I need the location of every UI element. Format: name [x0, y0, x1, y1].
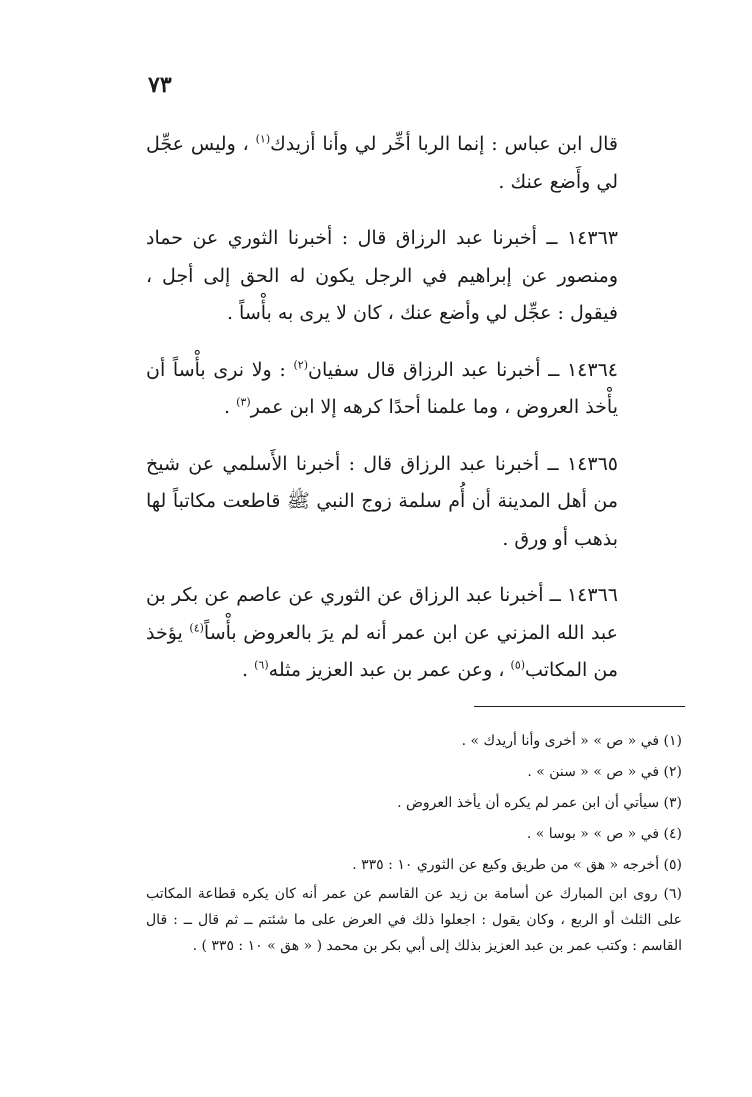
main-text: [146, 126, 618, 709]
footnote-2: (٢) في « ص » « سنن » .: [527, 764, 682, 780]
paragraph-text: ١٤٣٦٤ ــ أخبرنا عبد الرزاق قال سفيان: [307, 358, 618, 381]
footnote-ref: (٣): [236, 395, 251, 409]
footnote-ref: (٦): [254, 658, 269, 672]
paragraph-1: [146, 126, 618, 201]
footnote-1: (١) في « ص » « أخرى وأنا أريدك » .: [461, 733, 682, 749]
paragraph-14365: [146, 446, 618, 559]
paragraph-14363: [146, 220, 618, 333]
footnote-5: (٥) أخرجه « هق » من طريق وكيع عن الثوري ١٠ : ٣٣٥ .: [352, 857, 682, 873]
paragraph-text: .: [224, 396, 237, 418]
paragraph-14366: [146, 577, 618, 690]
footnote-4: (٤) في « ص » « بوسا » .: [526, 826, 682, 842]
footnote-divider: [474, 706, 685, 707]
paragraph-text: : ولا نرى بأْساً أن يأْخذ العروض ، وما علمنا أحدًا كرهه إلا ابن عمر: [146, 358, 618, 418]
paragraph-14364: [146, 352, 618, 427]
paragraph-text: ١٤٣٦٥ ــ أخبرنا عبد الرزاق قال : أخبرنا الأَسلمي عن شيخ من أهل المدينة أن أُم سلمة زوج النبي ﷺ قاطعت مكاتباً لها بذهب أو ورق .: [146, 452, 618, 550]
footnote-ref: (٤): [189, 621, 204, 635]
paragraph-text: يؤخذ من المكاتب: [146, 621, 618, 681]
paragraph-text: ، وعن عمر بن عبد العزيز مثله: [268, 659, 511, 681]
paragraph-text: ١٤٣٦٣ ــ أخبرنا عبد الرزاق قال : أخبرنا الثوري عن حماد ومنصور عن إبراهيم في الرجل يكون له الحق إلى أجل ، فيقول : عجِّل لي وأضع عنك ، كان لا يرى به بأْساً .: [146, 227, 618, 324]
paragraph-text: .: [242, 659, 255, 681]
paragraph-text: ، وليس عجِّل لي وأَضع عنك .: [146, 133, 618, 193]
paragraph-text: قال ابن عباس : إنما الربا أخِّر لي وأنا أزيدك: [270, 133, 618, 155]
footnote-ref: (٢): [293, 358, 308, 372]
footnote-ref: (١): [255, 132, 271, 146]
paragraph-text: ١٤٣٦٦ ــ أخبرنا عبد الرزاق عن الثوري عن عاصم عن بكر بن عبد الله المزني عن ابن عمر أنه لم يرَ بالعروض بأْساً: [146, 584, 618, 644]
footnotes: [146, 726, 682, 959]
footnote-ref: (٥): [510, 658, 526, 672]
page-number: ٧٣: [148, 72, 172, 98]
footnote-6: (٦) روى ابن المبارك عن أسامة بن زيد عن القاسم عن عمر أنه كان يكره قطاعة المكاتب على الثلث أو الربع ، وكان يقول : اجعلوا ذلك في العرض على ما شئتم ــ ثم قال ــ : قال القاسم : وكتب عمر بن عبد العزيز بذلك إلى أبي بكر بن محمد ( « هق » ١٠ : ٣٣٥ ) .: [146, 886, 682, 954]
footnote-3: (٣) سيأتي أن ابن عمر لم يكره أن يأخذ العروض .: [397, 795, 682, 811]
